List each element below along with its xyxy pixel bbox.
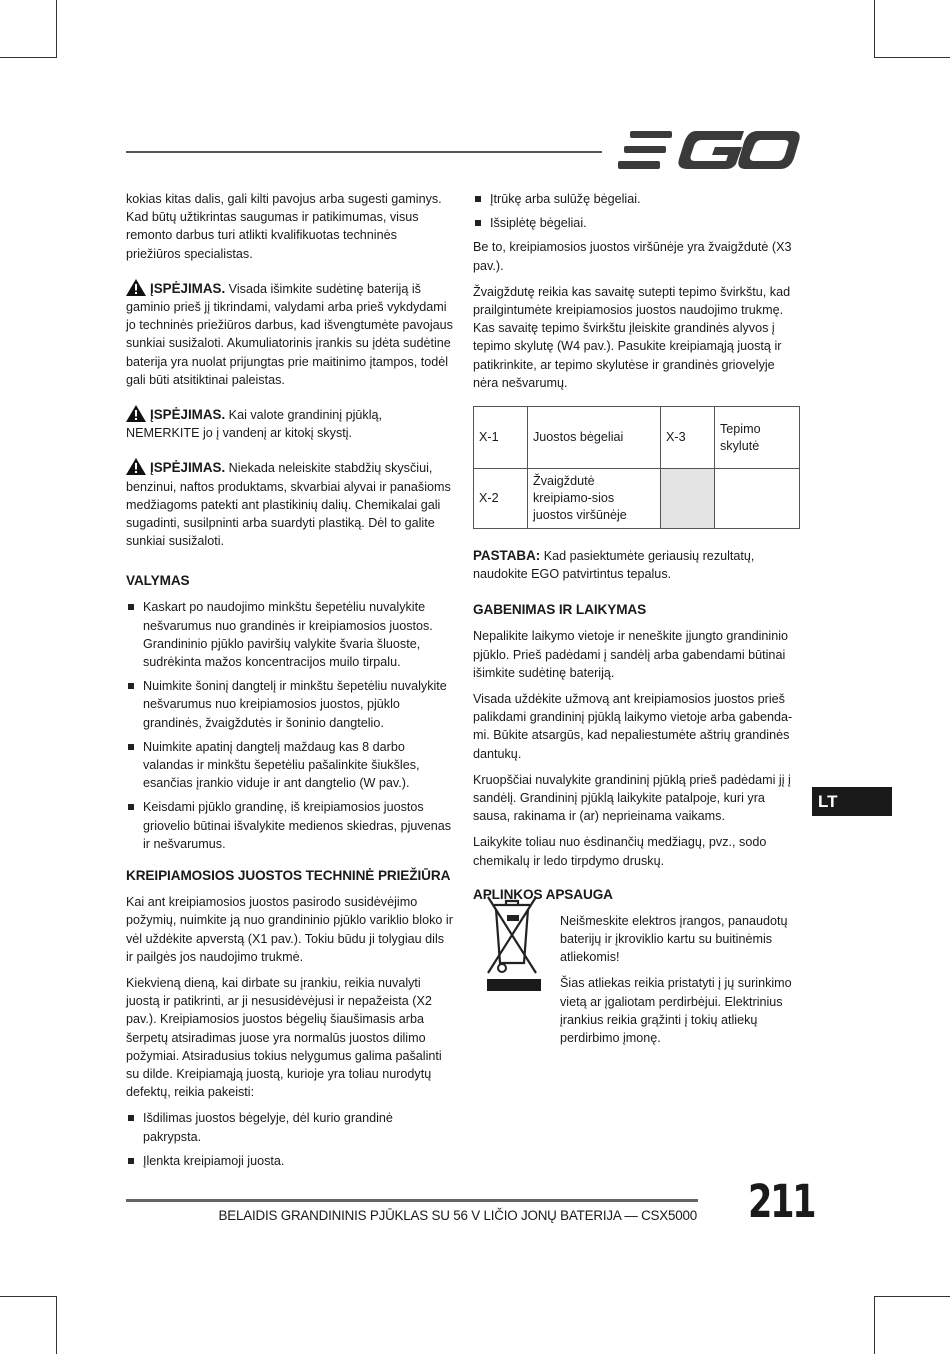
warning-text: Kai valote grandininį pjūklą, NEMERKITE jo į vandenį ar kitokį skystį. (126, 408, 382, 441)
crop-mark (56, 0, 57, 58)
list-item: Nuimkite apatinį dangtelį maždaug kas 8 darbo valandas ir minkštu šepetėliu pašalinkite šiukšles, esančias įrankio viduje ir ant dangtelio (W pav.). (126, 738, 454, 793)
table-row (474, 469, 800, 529)
table-cell-empty (715, 469, 800, 529)
bar-defects-list-continued (473, 190, 803, 232)
list-item: Išdilimas juostos bėgelyje, dėl kurio grandinė pakrypsta. (126, 1109, 454, 1145)
warning-text: Niekada neleiskite stabdžių skysčiui, benzinui, naftos produktams, skvarbiai alyvai ir panašioms medžiagoms patekti ant plastikinių dalių. Chemikalai gali sugadinti, susilpninti arba suardyti plastiką. Dėl to galite sunkiai susižaloti. (126, 461, 451, 549)
list-item: Įlenkta kreipiamoji juosta. (126, 1152, 454, 1170)
transport-paragraph: Laikykite toliau nuo ėsdinančių medžiagų, pvz., sodo chemikalų ir ledo tirpdymo druskų. (473, 835, 767, 868)
table-cell: X-2 (474, 469, 528, 529)
crop-mark (0, 57, 57, 58)
header-rule (126, 151, 602, 153)
warning-title: ĮSPĖJIMAS. (150, 407, 226, 423)
parts-key-table (473, 406, 800, 529)
warning-triangle-icon (126, 458, 146, 475)
crop-mark (56, 1296, 57, 1354)
environment-paragraph: Šias atliekas reikia pristatyti į jų surinkimo vietą ar įgaliotam perdirbėjui. Elektrinius įrankius reikia grąžinti į tokių atliekų perdirbimo įmonę. (560, 976, 792, 1046)
transport-paragraph: Nepalikite laikymo vietoje ir neneškite įjungto grandininio pjūklo. Prieš padėdami į sandėlį arba gabendami būtinai išimkite sudėtinę bateriją. (473, 629, 789, 680)
table-cell: X-3 (661, 407, 715, 469)
transport-paragraph: Visada uždėkite užmovą ant kreipiamosios juostos prieš palikdami grandininį pjūklą laikymo vietoje arba gabenda-mi. Būkite atsargūs, kad nepaliestumėte aštrių grandinės dantukų. (473, 692, 793, 761)
list-item: Įtrūkę arba sulūžę bėgeliai. (473, 190, 803, 208)
ego-logo (618, 128, 800, 172)
footer-rule (126, 1199, 698, 1202)
heading-transport-storage: GABENIMAS IR LAIKYMAS (473, 602, 647, 618)
lubrication-paragraph: Žvaigždutę reikia kas savaitę sutepti tepimo švirkštu, kad prailgintumėte kreipiamosios juostos naudojimo trukmę. Kas savaitę tepimo švirkštu įleiskite grandinės alyvos į tepimo skylutę (W4 pav.). Pasukite kreipiamąją juostą ir patikrinkite, ar tepimo skylutėse ir grandinės griovelyje nėra nešvarumų. (473, 284, 791, 390)
table-cell: Žvaigždutė kreipiamo-sios juostos viršūnėje (528, 469, 661, 529)
list-item: Išsiplėtę bėgeliai. (473, 214, 803, 232)
left-column (126, 190, 454, 1176)
heading-cleaning: VALYMAS (126, 573, 190, 589)
note-paragraph (473, 547, 803, 583)
table-cell: Juostos bėgeliai (528, 407, 661, 469)
crop-mark (874, 57, 950, 58)
bar-defects-list (126, 1109, 454, 1170)
crop-mark (874, 1296, 950, 1297)
heading-bar-maintenance: KREIPIAMOSIOS JUOSTOS TECHNINĖ PRIEŽIŪRA (126, 868, 451, 884)
language-tab: LT (812, 787, 892, 816)
footer-title: BELAIDIS GRANDININIS PJŪKLAS SU 56 V LIČIO JONŲ BATERIJA — CSX5000 (218, 1208, 697, 1223)
environment-paragraph: Neišmeskite elektros įrangos, panaudotų baterijų ir įkroviklio kartu su buitinėmis atliekomis! (560, 913, 788, 965)
bar-maintenance-paragraph: Kiekvieną dieną, kai dirbate su įrankiu, reikia nuvalyti juostą ir patikrinti, ar ji nesusidėvėjusi ir nepažeista (X2 pav.). Kreipiamosios juostos bėgelių šiaušimasis arba šerpetų atsiradimas juose yra normalūs juostos dilimo požymiai. Atsiradusius tokius nelygumus galima pašalinti su dilde. Kreipiamąją juostą, kurioje yra toliau nurodytų defektų, reikia pakeisti: (126, 975, 442, 1100)
warning-liquid (126, 405, 454, 442)
crop-mark (0, 1296, 57, 1297)
list-item: Nuimkite šoninį dangtelį ir minkštu šepetėliu nuvalykite nešvarumus nuo kreipiamosios juostos, pjūklo grandinės, žvaigždutės ir šoninio dangtelio. (126, 677, 454, 732)
intro-paragraph: kokias kitas dalis, gali kilti pavojus arba sugesti gaminys. Kad būtų užtikrintas saugumas ir patikimumas, visus remonto darbus turi atlikti kvalifikuotas techninės priežiūros specialistas. (126, 192, 442, 261)
page-number: 211 (748, 1175, 815, 1228)
note-label: PASTABA: (473, 548, 541, 564)
warning-title: ĮSPĖJIMAS. (150, 280, 226, 296)
sprocket-paragraph: Be to, kreipiamosios juostos viršūnėje yra žvaigždutė (X3 pav.). (473, 240, 792, 273)
table-cell: Tepimo skylutė (715, 407, 800, 469)
warning-triangle-icon (126, 405, 146, 422)
warning-chemicals (126, 458, 454, 550)
crop-mark (874, 1296, 875, 1354)
crop-mark (874, 0, 875, 58)
cleaning-list (126, 598, 454, 853)
list-item: Keisdami pjūklo grandinę, iš kreipiamosios juostos griovelio būtinai išvalykite medienos skiedras, pjuvenas ir nešvarumus. (126, 798, 454, 853)
bar-maintenance-paragraph: Kai ant kreipiamosios juostos pasirodo susidėvėjimo požymių, nuimkite ją nuo grandininio pjūklo variklio bloko ir vėl uždėkite apverstą (X1 pav.). Tokiu būdu ji tolygiau dils ir pailgės jos naudojimo trukmė. (126, 895, 453, 964)
list-item: Kaskart po naudojimo minkštu šepetėliu nuvalykite nešvarumus nuo grandinės ir kreipiamosios juostos. Grandininio pjūklo paviršių valykite švaria šluoste, sudrėkinta mažos koncentracijos muilo tirpalu. (126, 598, 454, 671)
warning-battery (126, 279, 454, 389)
table-row (474, 407, 800, 469)
warning-text: Visada išimkite sudėtinę bateriją iš gaminio prieš jį tikrindami, valydami arba prieš vykdydami jo techninės priežiūros darbus, kad išvengtumėte pavojaus sunkiai susižaloti. Akumuliatorinis įrankis su įdėta sudėtine baterija yra nuolat prijungtas prie maitinimo įtampos, todėl gali būti atsitiktinai paleistas. (126, 281, 453, 387)
table-cell-empty (661, 469, 715, 529)
crossed-out-bin-icon (478, 891, 546, 993)
transport-paragraph: Kruopščiai nuvalykite grandininį pjūklą prieš padėdami jį į sandėlį. Grandininį pjūklą laikykite patalpoje, kuri yra sausa, rakinama ir (ar) neprieinama vaikams. (473, 772, 791, 824)
warning-title: ĮSPĖJIMAS. (150, 460, 226, 476)
warning-triangle-icon (126, 279, 146, 296)
heading-environment: APLINKOS APSAUGA (473, 886, 613, 902)
note-text: Kad pasiektumėte geriausių rezultatų, naudokite EGO patvirtintus tepalus. (473, 549, 755, 582)
table-cell: X-1 (474, 407, 528, 469)
